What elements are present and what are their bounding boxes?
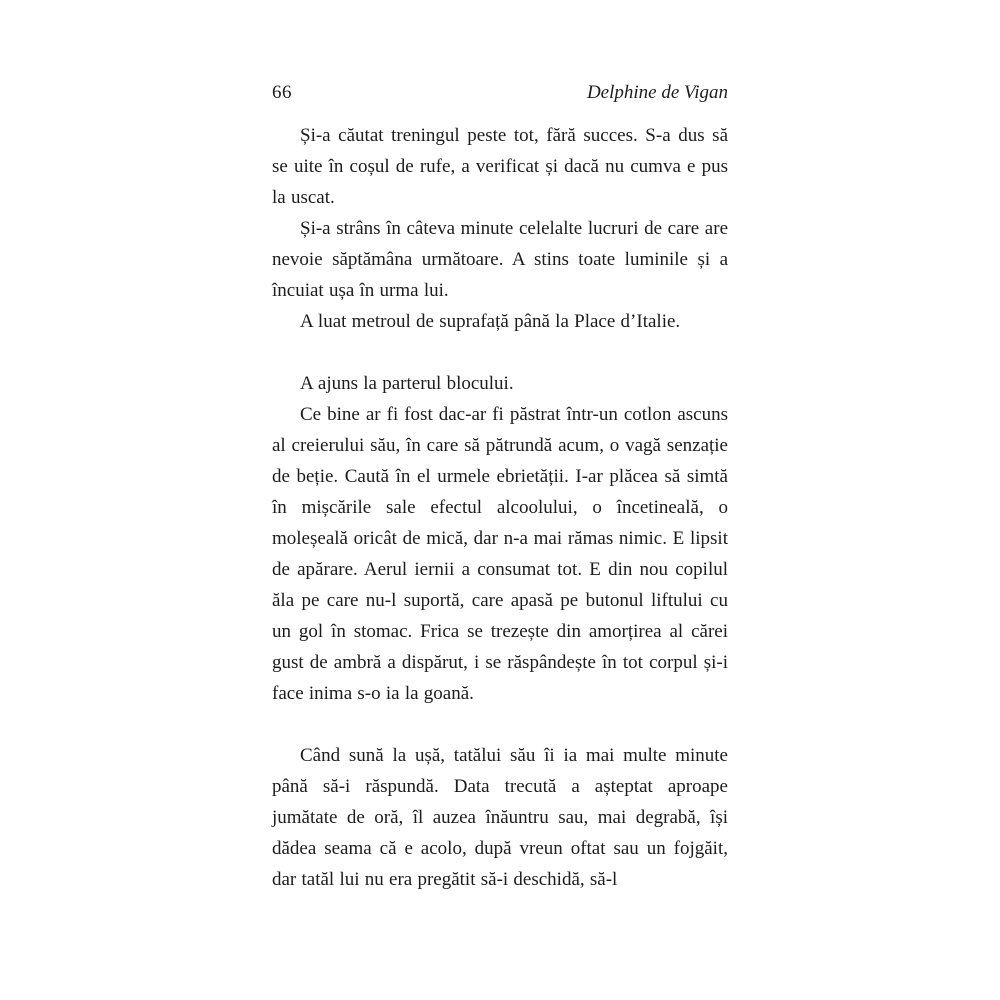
book-page xyxy=(272,82,728,895)
page-body-text xyxy=(272,120,728,895)
paragraph: Ce bine ar fi fost dac-ar fi păstrat într-un cotlon ascuns al creierului său, în care să pătrundă acum, o vagă senzație de beție. Caută în el urmele ebrietății. I-ar plăcea să simtă în mișcările sale efectul alcoolului, o încetineală, o moleșeală oricât de mică, dar n-a mai rămas nimic. E lipsit de apărare. Aerul iernii a consumat tot. E din nou copilul ăla pe care nu-l suportă, care apasă pe butonul liftului cu un gol în stomac. Frica se trezește din amorțirea al cărei gust de ambră a dispărut, i se răspândește în tot corpul și-i face inima s-o ia la goană. xyxy=(272,404,728,704)
paragraph: Și-a strâns în câteva minute celelalte lucruri de care are nevoie săptămâna următoare. A stins toate luminile și a încuiat ușa în urma lui. xyxy=(272,218,728,301)
page-number: 66 xyxy=(272,82,292,103)
paragraph: A luat metroul de suprafață până la Place d’Italie. xyxy=(300,311,681,332)
running-header-author: Delphine de Vigan xyxy=(586,82,728,103)
paragraph: Și-a căutat treningul peste tot, fără succes. S-a dus să se uite în coșul de rufe, a verificat și dacă nu cumva e pus la uscat. xyxy=(272,125,728,208)
paragraph: Când sună la ușă, tatălui său îi ia mai multe minute până să-i răspundă. Data trecută a așteptat aproape jumătate de oră, îl auzea înăuntru sau, mai degrabă, își dădea seama că e acolo, după vreun oftat sau un fojgăit, dar tatăl lui nu era pregătit să-i deschidă, să-l xyxy=(272,745,728,890)
page-header xyxy=(272,82,728,104)
paragraph: A ajuns la parterul blocului. xyxy=(300,373,514,394)
